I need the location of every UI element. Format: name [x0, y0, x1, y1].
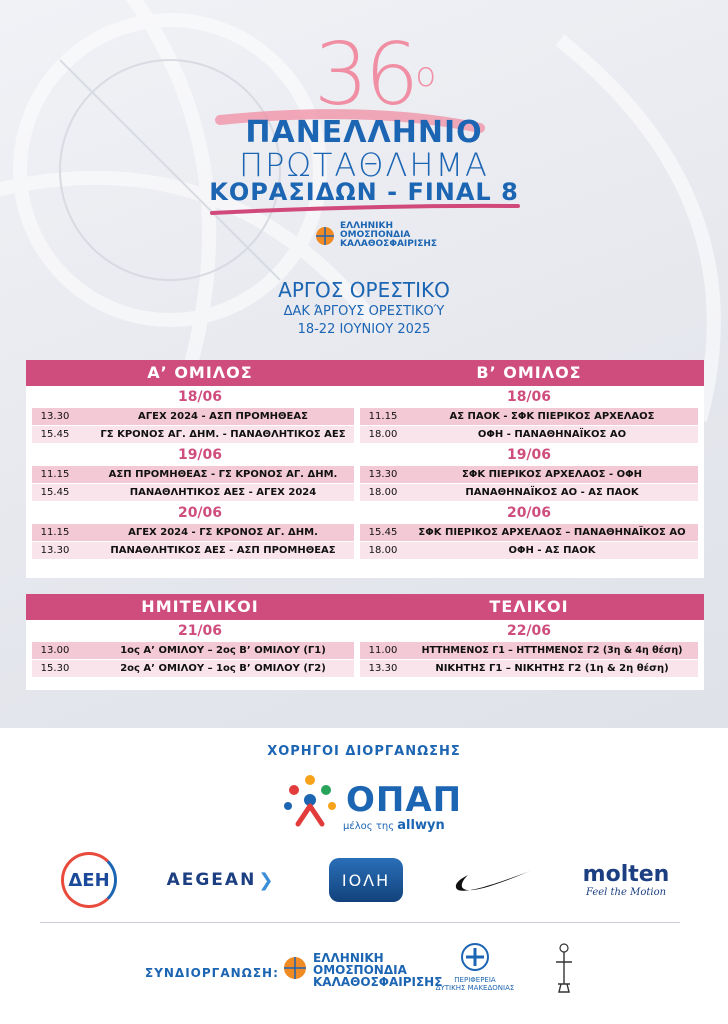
game-row: 15.45 ΠΑΝΑΘΛΗΤΙΚΟΣ ΑΕΣ - ΑΓΕΧ 2024 — [32, 484, 368, 501]
group-a-title: Α’ ΟΜΙΛΟΣ — [26, 360, 374, 386]
game-row: 11.15 ΑΓΕΧ 2024 - ΓΣ ΚΡΟΝΟΣ ΑΓ. ΔΗΜ. — [32, 524, 368, 541]
opap-subline: μέλος της allwyn — [343, 818, 445, 833]
finals-box — [354, 594, 704, 690]
co-organization-label: ΣΥΝΔΙΟΡΓΑΝΩΣΗ: — [145, 966, 279, 980]
semifinals-date: 21/06 — [177, 623, 223, 639]
game-row: 15.45 ΓΣ ΚΡΟΝΟΣ ΑΓ. ΔΗΜ. - ΠΑΝΑΘΛΗΤΙΚΟΣ ΑΕΣ — [32, 426, 368, 443]
title-line-2: ΠΡΩΤΑΘΛΗΜΑ — [239, 146, 489, 184]
molten-wordmark: molten — [582, 862, 670, 887]
federation-logo — [314, 222, 437, 249]
federation-line-3: ΚΑΛΑΘΟΣΦΑΙΡΙΣΗΣ — [340, 239, 438, 249]
game-row: 13.30 ΣΦΚ ΠΙΕΡΙΚΟΣ ΑΡΧΕΛΑΟΣ - ΟΦΗ — [360, 466, 698, 483]
aegean-logo — [160, 850, 280, 910]
municipality-logo — [544, 940, 584, 1000]
molten-tagline: Feel the Motion — [585, 887, 667, 898]
opap-star-icon — [280, 772, 340, 828]
group-a-day: 18/06 13.30 ΑΓΕΧ 2024 - ΑΣΠ ΠΡΟΜΗΘΕΑΣ 15.45 ΓΣ ΚΡΟΝΟΣ ΑΓ. ΔΗΜ. - ΠΑΝΑΘΛΗΤΙΚΟΣ ΑΕΣ — [26, 386, 374, 443]
sponsors-title: ΧΟΡΗΓΟΙ ΔΙΟΡΓΑΝΩΣΗΣ — [267, 744, 461, 759]
game-row: 18.00 ΠΑΝΑΘΗΝΑΪΚΟΣ ΑΟ - ΑΣ ΠΑΟΚ — [360, 484, 698, 501]
group-b-day: 19/06 13.30 ΣΦΚ ΠΙΕΡΙΚΟΣ ΑΡΧΕΛΑΟΣ - ΟΦΗ 18.00 ΠΑΝΑΘΗΝΑΪΚΟΣ ΑΟ - ΑΣ ΠΑΟΚ — [354, 444, 704, 501]
dates: 18-22 ΙΟΥΝΙΟΥ 2025 — [297, 322, 431, 337]
semifinals-title: ΗΜΙΤΕΛΙΚΟΙ — [26, 594, 374, 620]
co-federation-logo: ΕΛΛΗΝΙΚΗ ΟΜΟΣΠΟΝΔΙΑ ΚΑΛΑΘΟΣΦΑΙΡΙΣΗΣ — [282, 952, 442, 988]
group-b-day: 18/06 11.15 ΑΣ ΠΑΟΚ - ΣΦΚ ΠΙΕΡΙΚΟΣ ΑΡΧΕΛΑΟΣ 18.00 ΟΦΗ - ΠΑΝΑΘΗΝΑΪΚΟΣ ΑΟ — [354, 386, 704, 443]
ioli-logo — [328, 850, 404, 910]
title-line-1: ΠΑΝΕΛΛΗΝΙΟ — [245, 115, 483, 150]
federation-line-2: ΟΜΟΣΠΟΝΔΙΑ — [340, 230, 411, 240]
group-b-title: Β’ ΟΜΙΛΟΣ — [354, 360, 704, 386]
aegean-chevron-icon: ❯ — [258, 869, 274, 891]
statue-icon — [544, 940, 584, 1000]
group-a-day: 19/06 11.15 ΑΣΠ ΠΡΟΜΗΘΕΑΣ - ΓΣ ΚΡΟΝΟΣ ΑΓ. ΔΗΜ. 15.45 ΠΑΝΑΘΛΗΤΙΚΟΣ ΑΕΣ - ΑΓΕΧ 2024 — [26, 444, 374, 501]
deh-wordmark: ΔΕΗ — [68, 869, 110, 891]
finals-date: 22/06 — [506, 623, 552, 639]
city: ΑΡΓΟΣ ΟΡΕΣΤΙΚΟ — [278, 278, 450, 302]
basketball-icon — [282, 955, 308, 985]
title-line-3: ΚΟΡΑΣΙΔΩΝ - FINAL 8 — [209, 178, 519, 206]
aegean-wordmark: AEGEAN — [166, 870, 257, 890]
game-row: 15.45 ΣΦΚ ΠΙΕΡΙΚΟΣ ΑΡΧΕΛΑΟΣ – ΠΑΝΑΘΗΝΑΪΚΟΣ ΑΟ — [360, 524, 698, 541]
game-row: 13.30 ΠΑΝΑΘΛΗΤΙΚΟΣ ΑΕΣ - ΑΣΠ ΠΡΟΜΗΘΕΑΣ — [32, 542, 368, 559]
game-row: 11.00 ΗΤΤΗΜΕΝΟΣ Γ1 – ΗΤΤΗΜΕΝΟΣ Γ2 (3η & 4η θέση) — [360, 642, 698, 659]
game-row: 11.15 ΑΣ ΠΑΟΚ - ΣΦΚ ΠΙΕΡΙΚΟΣ ΑΡΧΕΛΑΟΣ — [360, 408, 698, 425]
nike-swoosh-icon — [452, 865, 532, 895]
group-a-day: 20/06 11.15 ΑΓΕΧ 2024 - ΓΣ ΚΡΟΝΟΣ ΑΓ. ΔΗΜ. 13.30 ΠΑΝΑΘΛΗΤΙΚΟΣ ΑΕΣ - ΑΣΠ ΠΡΟΜΗΘΕΑΣ — [26, 502, 374, 559]
ioli-wordmark: ΙΟΛΗ — [341, 870, 391, 890]
game-row: 18.00 ΟΦΗ - ΑΣ ΠΑΟΚ — [360, 542, 698, 559]
game-row: 18.00 ΟΦΗ - ΠΑΝΑΘΗΝΑΪΚΟΣ ΑΟ — [360, 426, 698, 443]
basketball-icon — [314, 225, 336, 247]
edition-number: $36^o$ — [313, 25, 437, 125]
semifinals-box — [26, 594, 374, 690]
game-row: 13.00 1ος Α’ ΟΜΙΛΟΥ – 2ος Β’ ΟΜΙΛΟΥ (Γ1) — [32, 642, 368, 659]
group-a-box — [26, 360, 374, 578]
molten-logo — [574, 850, 678, 910]
game-row: 13.30 ΑΓΕΧ 2024 - ΑΣΠ ΠΡΟΜΗΘΕΑΣ — [32, 408, 368, 425]
opap-wordmark: ΟΠΑΠ — [346, 780, 463, 820]
deh-logo — [58, 850, 120, 910]
nike-logo — [450, 850, 534, 910]
divider — [40, 922, 680, 923]
group-b-box — [354, 360, 704, 578]
game-row: 13.30 ΝΙΚΗΤΗΣ Γ1 – ΝΙΚΗΤΗΣ Γ2 (1η & 2η θέση) — [360, 660, 698, 677]
finals-title: ΤΕΛΙΚΟΙ — [354, 594, 704, 620]
federation-line-1: ΕΛΛΗΝΙΚΗ — [340, 221, 393, 231]
venue: ΔΑΚ ΆΡΓΟΥΣ ΟΡΕΣΤΙΚΟΎ — [283, 304, 445, 319]
region-logo: ΠΕΡΙΦΕΡΕΙΑ ΔΥΤΙΚΗΣ ΜΑΚΕΔΟΝΙΑΣ — [420, 942, 530, 992]
game-row: 15.30 2ος Α’ ΟΜΙΛΟΥ – 1ος Β’ ΟΜΙΛΟΥ (Γ2) — [32, 660, 368, 677]
greek-emblem-icon — [460, 942, 490, 972]
game-row: 11.15 ΑΣΠ ΠΡΟΜΗΘΕΑΣ - ΓΣ ΚΡΟΝΟΣ ΑΓ. ΔΗΜ. — [32, 466, 368, 483]
group-b-day: 20/06 15.45 ΣΦΚ ΠΙΕΡΙΚΟΣ ΑΡΧΕΛΑΟΣ – ΠΑΝΑΘΗΝΑΪΚΟΣ ΑΟ 18.00 ΟΦΗ - ΑΣ ΠΑΟΚ — [354, 502, 704, 559]
